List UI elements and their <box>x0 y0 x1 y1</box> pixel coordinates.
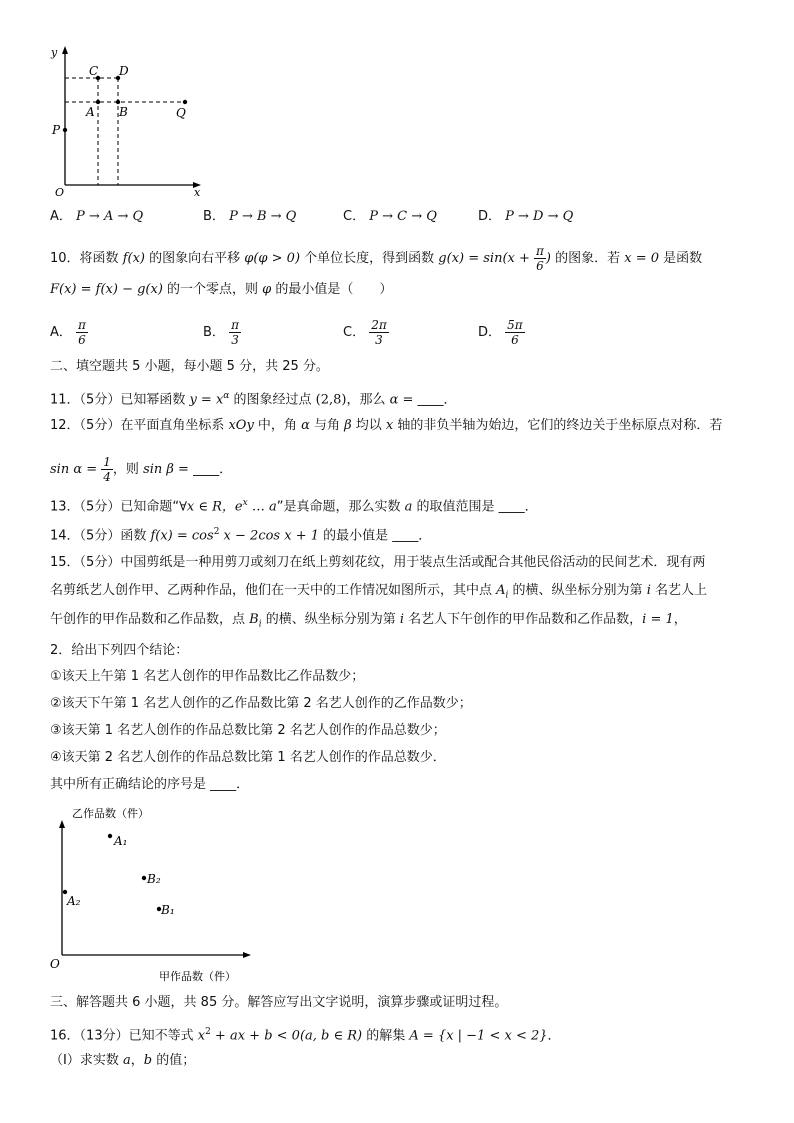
point-a1 <box>108 834 112 838</box>
x-axis-label: x <box>194 186 201 199</box>
fig2-y-axis-arrow <box>59 820 65 828</box>
q13: 13．（5分）已知命题“∀x ∈ R，$e^x$ … a”是真命题，那么实数 a 的取值范围是 ____． <box>50 498 538 515</box>
q9-option-d: D． P → D → Q <box>478 209 574 224</box>
section2-heading: 二、填空题共 5 小题，每小题 5 分，共 25 分。 <box>50 359 329 374</box>
path-diagram <box>45 40 215 200</box>
label-b1: B₁ <box>161 903 175 917</box>
q16: 16．（13分）已知不等式 $x^2$ + ax + b < 0(a, b ∈ R) 的解集 A = {x | −1 < x < 2}． <box>50 1027 561 1044</box>
fig2-x-axis-arrow <box>243 952 251 958</box>
q10-option-a: A． $\frac{\pi}{6}$ <box>50 318 86 347</box>
q15-conclusion-4: ④该天第 2 名艺人创作的作品总数比第 1 名艺人创作的作品总数少． <box>50 750 446 765</box>
q15-conclusion-2: ②该天下午第 1 名艺人创作的乙作品数比第 2 名艺人创作的乙作品数少； <box>50 696 472 711</box>
q11-answer-blank[interactable]: ____ <box>417 392 444 408</box>
q15-answer-blank[interactable]: ____ <box>210 777 237 792</box>
y-axis-arrow <box>62 46 68 54</box>
point-a <box>96 100 100 104</box>
origin-label: O <box>55 186 65 199</box>
y-axis-label: y <box>51 46 58 59</box>
artist-works-diagram <box>45 800 275 990</box>
label-c: C <box>89 64 99 78</box>
fig2-ylabel: 乙作品数（件） <box>72 807 149 820</box>
fig2-xlabel: 甲作品数（件） <box>159 970 236 983</box>
q13-answer-blank[interactable]: ____ <box>498 499 525 515</box>
q15-line3: 午创作的甲作品数和乙作品数，点 $B_i$ 的横、纵坐标分别为第 i 名艺人下午创作的甲作品数和乙作品数，i = 1， <box>50 612 687 630</box>
label-d: D <box>119 64 129 78</box>
q12-answer-blank[interactable]: ____ <box>193 462 220 477</box>
q10-line1: 10．将函数 f(x) 的图象向右平移 φ(φ > 0) 个单位长度，得到函数 g(x) = sin(x + $\frac{\pi}{6}$ ) 的图象．若 x = 0 是函数 <box>50 244 703 273</box>
label-a2: A₂ <box>67 894 81 908</box>
q15-line1: 15．（5分）中国剪纸是一种用剪刀或刻刀在纸上剪刻花纹，用于装点生活或配合其他民俗活动的民间艺术．现有两 <box>50 555 706 570</box>
section3-heading: 三、解答题共 6 小题，共 85 分。解答应写出文字说明，演算步骤或证明过程。 <box>50 995 508 1010</box>
q15-conclusion-1: ①该天上午第 1 名艺人创作的甲作品数比乙作品数少； <box>50 669 365 684</box>
q9-option-b: B． P → B → Q <box>203 209 297 224</box>
q12-line1: 12．（5分）在平面直角坐标系 xOy 中，角 α 与角 β 均以 x 轴的非负半轴为始边，它们的终边关于坐标原点对称．若 <box>50 418 723 433</box>
label-b2: B₂ <box>147 872 161 886</box>
point-b2 <box>142 876 146 880</box>
q14-answer-blank[interactable]: ____ <box>392 528 419 544</box>
q11: 11．（5分）已知幂函数 $y = x^\alpha$ 的图象经过点 (2,8)，那么 α = ____． <box>50 391 457 408</box>
q9-option-c: C． P → C → Q <box>343 209 437 224</box>
label-b: B <box>119 105 128 119</box>
q15-conclusion-3: ③该天第 1 名艺人创作的作品总数比第 2 名艺人创作的作品总数少； <box>50 723 446 738</box>
point-p <box>63 128 67 132</box>
point-q <box>183 100 187 104</box>
label-p: P <box>52 123 61 137</box>
q16-part1: （Ⅰ）求实数 a，b 的值； <box>50 1053 196 1068</box>
q10-line2: F(x) = f(x) − g(x) 的一个零点，则 φ 的最小值是（ ） <box>50 282 393 297</box>
q10-option-b: B． $\frac{\pi}{3}$ <box>203 318 239 347</box>
label-a1: A₁ <box>114 834 128 848</box>
q15-line2: 名剪纸艺人创作甲、乙两种作品，他们在一天中的工作情况如图所示，其中点 $A_i$ 的横、纵坐标分别为第 i 名艺人上 <box>50 583 707 601</box>
q15-ask: 其中所有正确结论的序号是 ____． <box>50 777 250 792</box>
q14: 14．（5分）函数 $f(x) = \cos^2 x - 2\cos$ x + 1 的最小值是 ____． <box>50 527 432 544</box>
q12-line2: sin α = $\frac{1}{4}$ ，则 sin β = ____． <box>50 455 233 484</box>
q10-option-c: C． $\frac{2\pi}{3}$ <box>343 318 387 347</box>
q9-option-a: A． P → A → Q <box>50 209 144 224</box>
fig2-origin-label: O <box>50 957 60 971</box>
point-b <box>116 100 120 104</box>
q10-option-d: D． $\frac{5\pi}{6}$ <box>478 318 523 347</box>
label-q: Q <box>176 106 186 120</box>
label-a: A <box>86 105 95 119</box>
q15-line4: 2．给出下列四个结论： <box>50 643 189 658</box>
